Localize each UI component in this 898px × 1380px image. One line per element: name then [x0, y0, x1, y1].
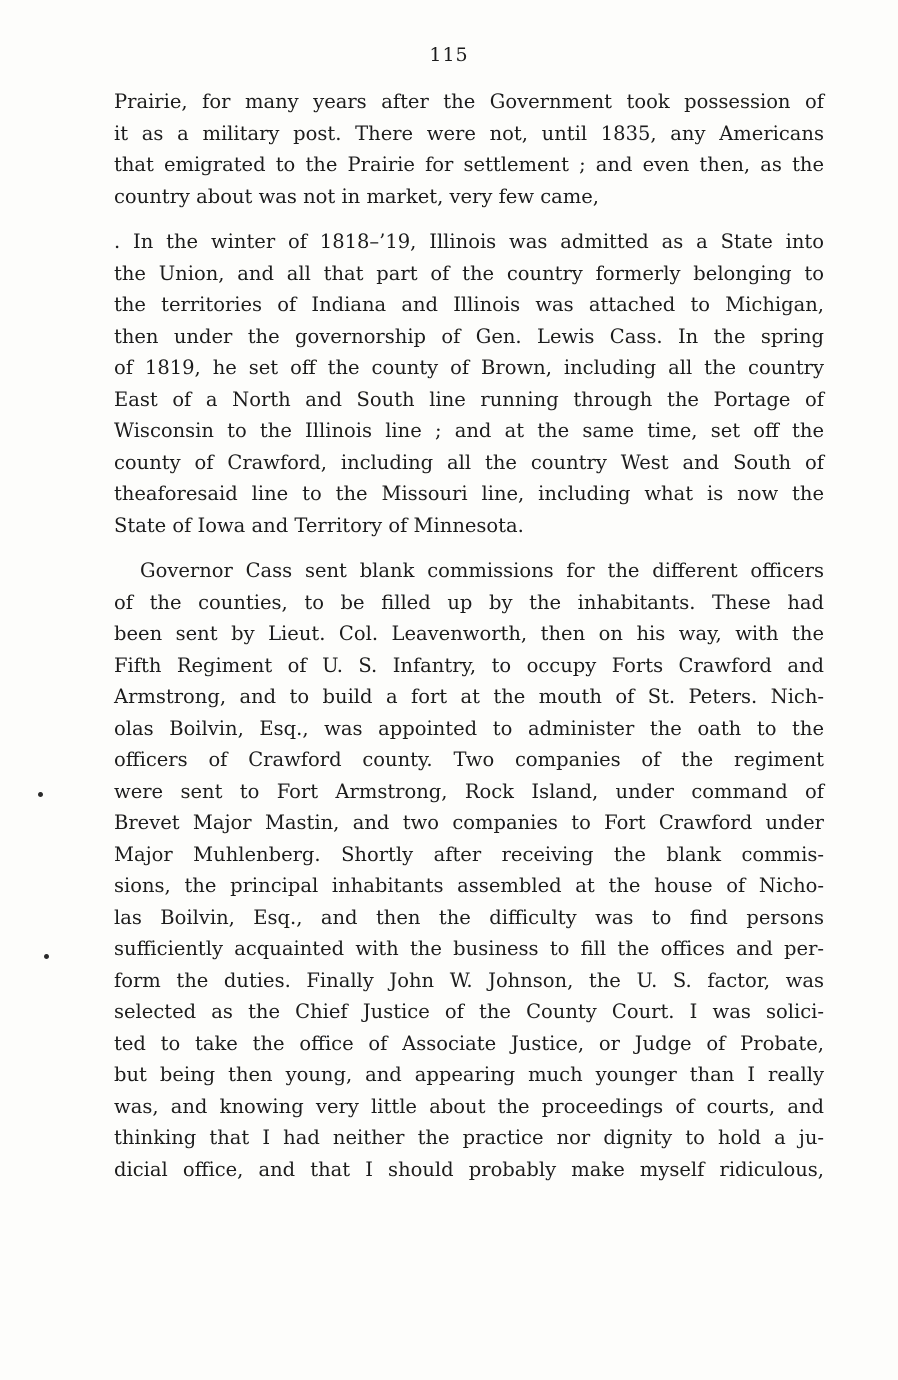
text-line: officers of Crawford county. Two companies of the regiment [114, 748, 824, 771]
text-line: las Boilvin, Esq., and then the difficulty was to find persons [114, 905, 824, 929]
body-text [114, 86, 824, 1185]
text-line: thinking that I had neither the practice nor dignity to hold a ju- [114, 1126, 824, 1149]
paragraph-2 [114, 226, 824, 541]
text-line: Wisconsin to the Illinois line ; and at the same time, set off the [114, 419, 824, 442]
text-line: county of Crawford, including all the country West and South of [114, 450, 824, 474]
text-line: sufficiently acquainted with the business to fill the offices and per- [114, 937, 824, 960]
text-line: that emigrated to the Prairie for settlement ; and even then, as the [114, 153, 824, 176]
text-line: dicial office, and that I should probably make myself ridiculous, [114, 1157, 824, 1181]
text-line: but being then young, and appearing much younger than I really [114, 1063, 824, 1086]
text-line: of 1819, he set off the county of Brown, including all the country [114, 356, 824, 379]
text-line: ted to take the office of Associate Justice, or Judge of Probate, [114, 1031, 824, 1055]
text-line: Governor Cass sent blank commissions for the different officers [140, 559, 824, 582]
text-line: of the counties, to be filled up by the inhabitants. These had [114, 590, 824, 614]
ink-speck [44, 954, 49, 959]
paragraph-1 [114, 86, 824, 212]
text-line: Brevet Major Mastin, and two companies to Fort Crawford under [114, 811, 824, 834]
text-line: Major Muhlenberg. Shortly after receiving the blank commis- [114, 842, 824, 866]
text-line: Armstrong, and to build a fort at the mouth of St. Peters. Nich- [114, 685, 824, 708]
text-line: then under the governorship of Gen. Lewis Cass. In the spring [114, 324, 824, 348]
text-line: sions, the principal inhabitants assembled at the house of Nicho- [114, 874, 824, 897]
text-line: Fifth Regiment of U. S. Infantry, to occupy Forts Crawford and [114, 653, 824, 677]
page-number: 115 [429, 44, 469, 66]
text-line: Prairie, for many years after the Government took possession of [114, 90, 824, 113]
text-line: it as a military post. There were not, until 1835, any Americans [114, 121, 824, 145]
text-line: olas Boilvin, Esq., was appointed to administer the oath to the [114, 716, 824, 740]
text-line: country about was not in market, very few came, [114, 184, 599, 208]
text-line: was, and knowing very little about the proceedings of courts, and [114, 1094, 824, 1118]
text-line: the Union, and all that part of the country formerly belonging to [114, 261, 824, 285]
text-line: East of a North and South line running through the Portage of [114, 387, 824, 411]
text-line: been sent by Lieut. Col. Leavenworth, then on his way, with the [114, 622, 824, 645]
text-line: theaforesaid line to the Missouri line, including what is now the [114, 482, 824, 505]
text-line: were sent to Fort Armstrong, Rock Island, under command of [114, 779, 824, 803]
ink-speck [38, 792, 43, 797]
text-line: selected as the Chief Justice of the County Court. I was solici- [114, 1000, 824, 1023]
text-line: . In the winter of 1818–’19, Illinois was admitted as a State into [114, 230, 824, 253]
paragraph-3 [114, 555, 824, 1185]
text-line: the territories of Indiana and Illinois was attached to Michigan, [114, 293, 824, 316]
text-line: form the duties. Finally John W. Johnson, the U. S. factor, was [114, 968, 824, 992]
text-line: State of Iowa and Territory of Minnesota. [114, 513, 524, 537]
